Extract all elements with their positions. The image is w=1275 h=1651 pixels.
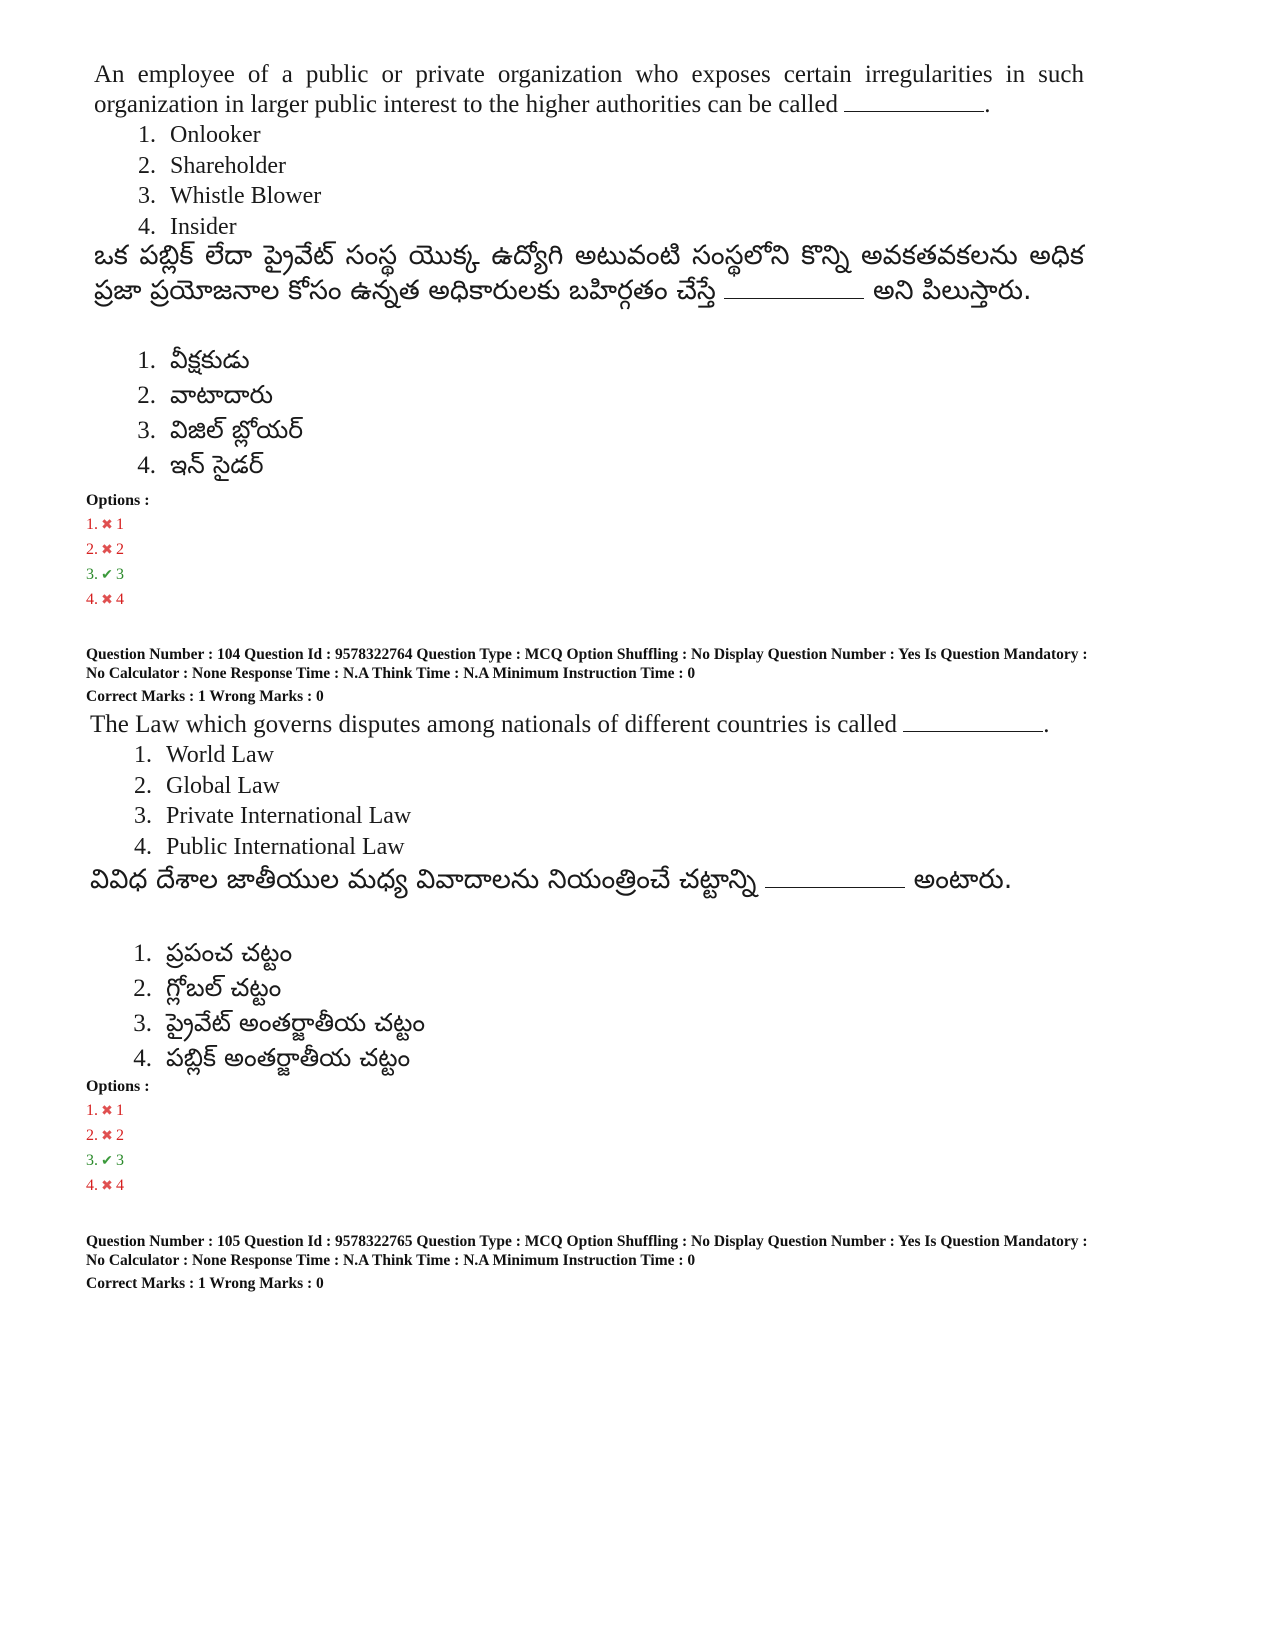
option-text: ప్రపంచ చట్టం — [166, 938, 293, 967]
checkmark-icon: ✔ — [101, 568, 113, 583]
option-row: 4. ఇన్ సైడర్ — [137, 450, 264, 479]
option-text: Public International Law — [166, 833, 405, 860]
question-text: The Law which governs disputes among nationals of different countries is called — [90, 711, 897, 738]
option-text: Onlooker — [170, 122, 261, 148]
cross-icon: ✖ — [101, 1104, 113, 1119]
option-text: Whistle Blower — [170, 183, 322, 209]
cross-icon: ✖ — [101, 593, 113, 608]
answer-options — [86, 1098, 124, 1198]
option-text: విజిల్ బ్లోయర్ — [170, 415, 304, 444]
telugu-options — [114, 935, 425, 1075]
option-text: World Law — [166, 742, 275, 768]
sentence-end: . — [1043, 711, 1050, 738]
option-row: 2. Shareholder — [138, 152, 286, 179]
option-text: గ్లోబల్ చట్టం — [166, 973, 282, 1002]
answer-option: 4. ✖ 4 — [86, 587, 124, 612]
option-row: 3. Whistle Blower — [138, 183, 322, 209]
option-text: వాటాదారు — [170, 380, 274, 409]
meta-line: No Calculator : None Response Time : N.A Think Time : N.A Minimum Instruction Time : 0 — [86, 665, 696, 682]
answer-blank — [844, 110, 984, 112]
option-row: 4. పబ్లిక్ అంతర్జాతీయ చట్టం — [133, 1043, 411, 1072]
question-text: An employee of a public or private organization who exposes certain irregularities in such organization in larger public interest to the higher authorities can be called — [94, 61, 1084, 118]
sentence-end: . — [984, 91, 991, 118]
option-text: Global Law — [166, 772, 280, 799]
option-row: 2. వాటాదారు — [137, 380, 274, 409]
answer-blank — [903, 730, 1043, 732]
option-row: 3. Private International Law — [134, 803, 412, 829]
options-heading: Options : — [86, 492, 150, 509]
option-row: 1. ప్రపంచ చట్టం — [133, 938, 293, 967]
options-heading: Options : — [86, 1078, 150, 1095]
cross-icon: ✖ — [101, 543, 113, 558]
telugu-question-text: వివిధ దేశాల జాతీయుల మధ్య వివాదాలను నియంత్రించే చట్టాన్ని — [90, 864, 757, 895]
option-text: ఇన్ సైడర్ — [170, 450, 264, 479]
answer-option: 2. ✖ 2 — [86, 1123, 124, 1148]
question-text-en — [90, 710, 1090, 740]
answer-blank — [724, 297, 864, 299]
answer-option: 1. ✖ 1 — [86, 1098, 124, 1123]
answer-option: 1. ✖ 1 — [86, 512, 124, 537]
english-options — [118, 120, 321, 242]
marks-line: Correct Marks : 1 Wrong Marks : 0 — [86, 1275, 324, 1292]
answer-option-correct: 3. ✔ 3 — [86, 1148, 124, 1173]
question-metadata — [86, 1232, 1088, 1293]
option-text: Insider — [170, 213, 237, 240]
english-options — [114, 740, 411, 862]
marks-line: Correct Marks : 1 Wrong Marks : 0 — [86, 688, 324, 705]
answer-blank — [765, 886, 905, 888]
option-text: Private International Law — [166, 803, 412, 829]
answer-option-correct: 3. ✔ 3 — [86, 562, 124, 587]
option-row: 3. విజిల్ బ్లోయర్ — [137, 415, 304, 444]
option-row: 4. Insider — [138, 213, 237, 240]
option-text: వీక్షకుడు — [170, 345, 250, 374]
telugu-sentence-end: అంటారు. — [913, 864, 1013, 895]
question-metadata — [86, 645, 1088, 706]
telugu-options — [118, 342, 303, 482]
checkmark-icon: ✔ — [101, 1154, 113, 1169]
option-text: Shareholder — [170, 152, 286, 179]
question-text-en — [94, 60, 1084, 120]
telugu-sentence-end: అని పిలుస్తారు. — [872, 275, 1032, 306]
question-text-te — [90, 862, 1080, 897]
option-row: 1. Onlooker — [138, 122, 261, 148]
cross-icon: ✖ — [101, 1179, 113, 1194]
meta-line: No Calculator : None Response Time : N.A Think Time : N.A Minimum Instruction Time : 0 — [86, 1252, 696, 1269]
option-row: 2. Global Law — [134, 772, 280, 799]
option-row: 2. గ్లోబల్ చట్టం — [133, 973, 282, 1002]
meta-line: Question Number : 105 Question Id : 9578322765 Question Type : MCQ Option Shuffling : No Display Question Number : Yes Is Question Mandatory : — [86, 1233, 1088, 1250]
option-row: 4. Public International Law — [134, 833, 405, 860]
question-text-te — [94, 238, 1084, 308]
option-row: 3. ప్రైవేట్ అంతర్జాతీయ చట్టం — [133, 1008, 426, 1037]
option-text: పబ్లిక్ అంతర్జాతీయ చట్టం — [166, 1043, 411, 1072]
telugu-question-text: ఒక పబ్లిక్ లేదా ప్రైవేట్ సంస్థ యొక్క ఉద్యోగి అటువంటి సంస్థలోని కొన్ని అవకతవకలను అధిక ప్రజా ప్రయోజనాల కోసం ఉన్నత అధికారులకు బహిర్గతం చేస్తే — [94, 240, 1084, 306]
cross-icon: ✖ — [101, 1129, 113, 1144]
cross-icon: ✖ — [101, 518, 113, 533]
option-row: 1. వీక్షకుడు — [137, 345, 250, 374]
option-text: ప్రైవేట్ అంతర్జాతీయ చట్టం — [166, 1008, 426, 1037]
answer-option: 2. ✖ 2 — [86, 537, 124, 562]
option-row: 1. World Law — [134, 742, 275, 768]
answer-options — [86, 512, 124, 612]
answer-option: 4. ✖ 4 — [86, 1173, 124, 1198]
meta-line: Question Number : 104 Question Id : 9578322764 Question Type : MCQ Option Shuffling : No Display Question Number : Yes Is Question Mandatory : — [86, 646, 1088, 663]
